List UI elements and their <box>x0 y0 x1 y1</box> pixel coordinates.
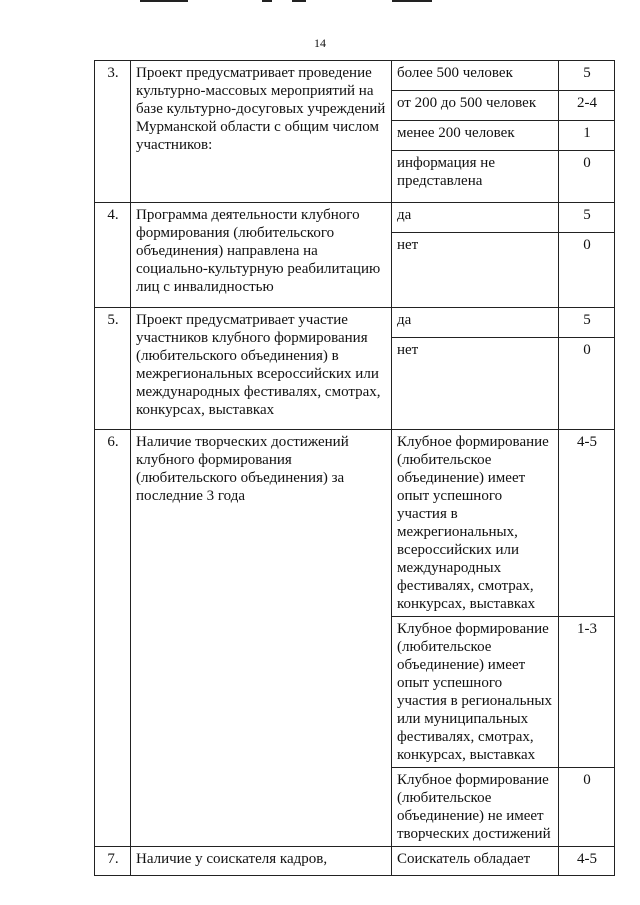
option-text: более 500 человек <box>392 61 559 91</box>
criteria-table <box>94 60 615 876</box>
option-text: да <box>392 308 559 338</box>
option-text: Соискатель обладает <box>392 847 559 876</box>
criterion-text: Наличие творческих достижений клубного формирования (любительского объединения) за последние 3 года <box>131 430 392 847</box>
top-rule <box>140 0 188 2</box>
table-row <box>95 308 615 338</box>
criterion-number: 7. <box>95 847 131 876</box>
option-text: от 200 до 500 человек <box>392 91 559 121</box>
option-score: 1-3 <box>559 617 615 768</box>
table-row <box>95 203 615 233</box>
option-text: нет <box>392 338 559 430</box>
table-row <box>95 847 615 876</box>
criterion-text: Программа деятельности клубного формирования (любительского объединения) направлена на социально-культурную реабилитацию лиц с инвалидностью <box>131 203 392 308</box>
top-rule <box>292 0 306 2</box>
table-row <box>95 61 615 91</box>
top-rule <box>262 0 272 2</box>
option-score: 4-5 <box>559 430 615 617</box>
criterion-text: Проект предусматривает проведение культурно-массовых мероприятий на базе культурно-досуговых учреждений Мурманской области с общим числом участников: <box>131 61 392 203</box>
option-score: 5 <box>559 61 615 91</box>
table-row <box>95 430 615 617</box>
option-text: информация не представлена <box>392 151 559 203</box>
option-score: 1 <box>559 121 615 151</box>
option-text: нет <box>392 233 559 308</box>
top-rule <box>392 0 432 2</box>
option-score: 0 <box>559 338 615 430</box>
option-score: 0 <box>559 768 615 847</box>
option-score: 4-5 <box>559 847 615 876</box>
criterion-text: Наличие у соискателя кадров, <box>131 847 392 876</box>
page-number: 14 <box>314 36 326 50</box>
option-text: да <box>392 203 559 233</box>
option-text: Клубное формирование (любительское объединение) не имеет творческих достижений <box>392 768 559 847</box>
option-score: 2-4 <box>559 91 615 121</box>
option-text: менее 200 человек <box>392 121 559 151</box>
option-text: Клубное формирование (любительское объединение) имеет опыт успешного участия в региональных или муниципальных фестивалях, смотрах, конкурсах, выставках <box>392 617 559 768</box>
option-text: Клубное формирование (любительское объединение) имеет опыт успешного участия в межрегиональных, всероссийских или международных фестивалях, смотрах, конкурсах, выставках <box>392 430 559 617</box>
criterion-number: 3. <box>95 61 131 203</box>
option-score: 5 <box>559 203 615 233</box>
option-score: 0 <box>559 233 615 308</box>
option-score: 0 <box>559 151 615 203</box>
option-score: 5 <box>559 308 615 338</box>
criterion-text: Проект предусматривает участие участников клубного формирования (любительского объединения) в межрегиональных всероссийских или международных фестивалях, смотрах, конкурсах, выставках <box>131 308 392 430</box>
criterion-number: 5. <box>95 308 131 430</box>
criterion-number: 6. <box>95 430 131 847</box>
criterion-number: 4. <box>95 203 131 308</box>
